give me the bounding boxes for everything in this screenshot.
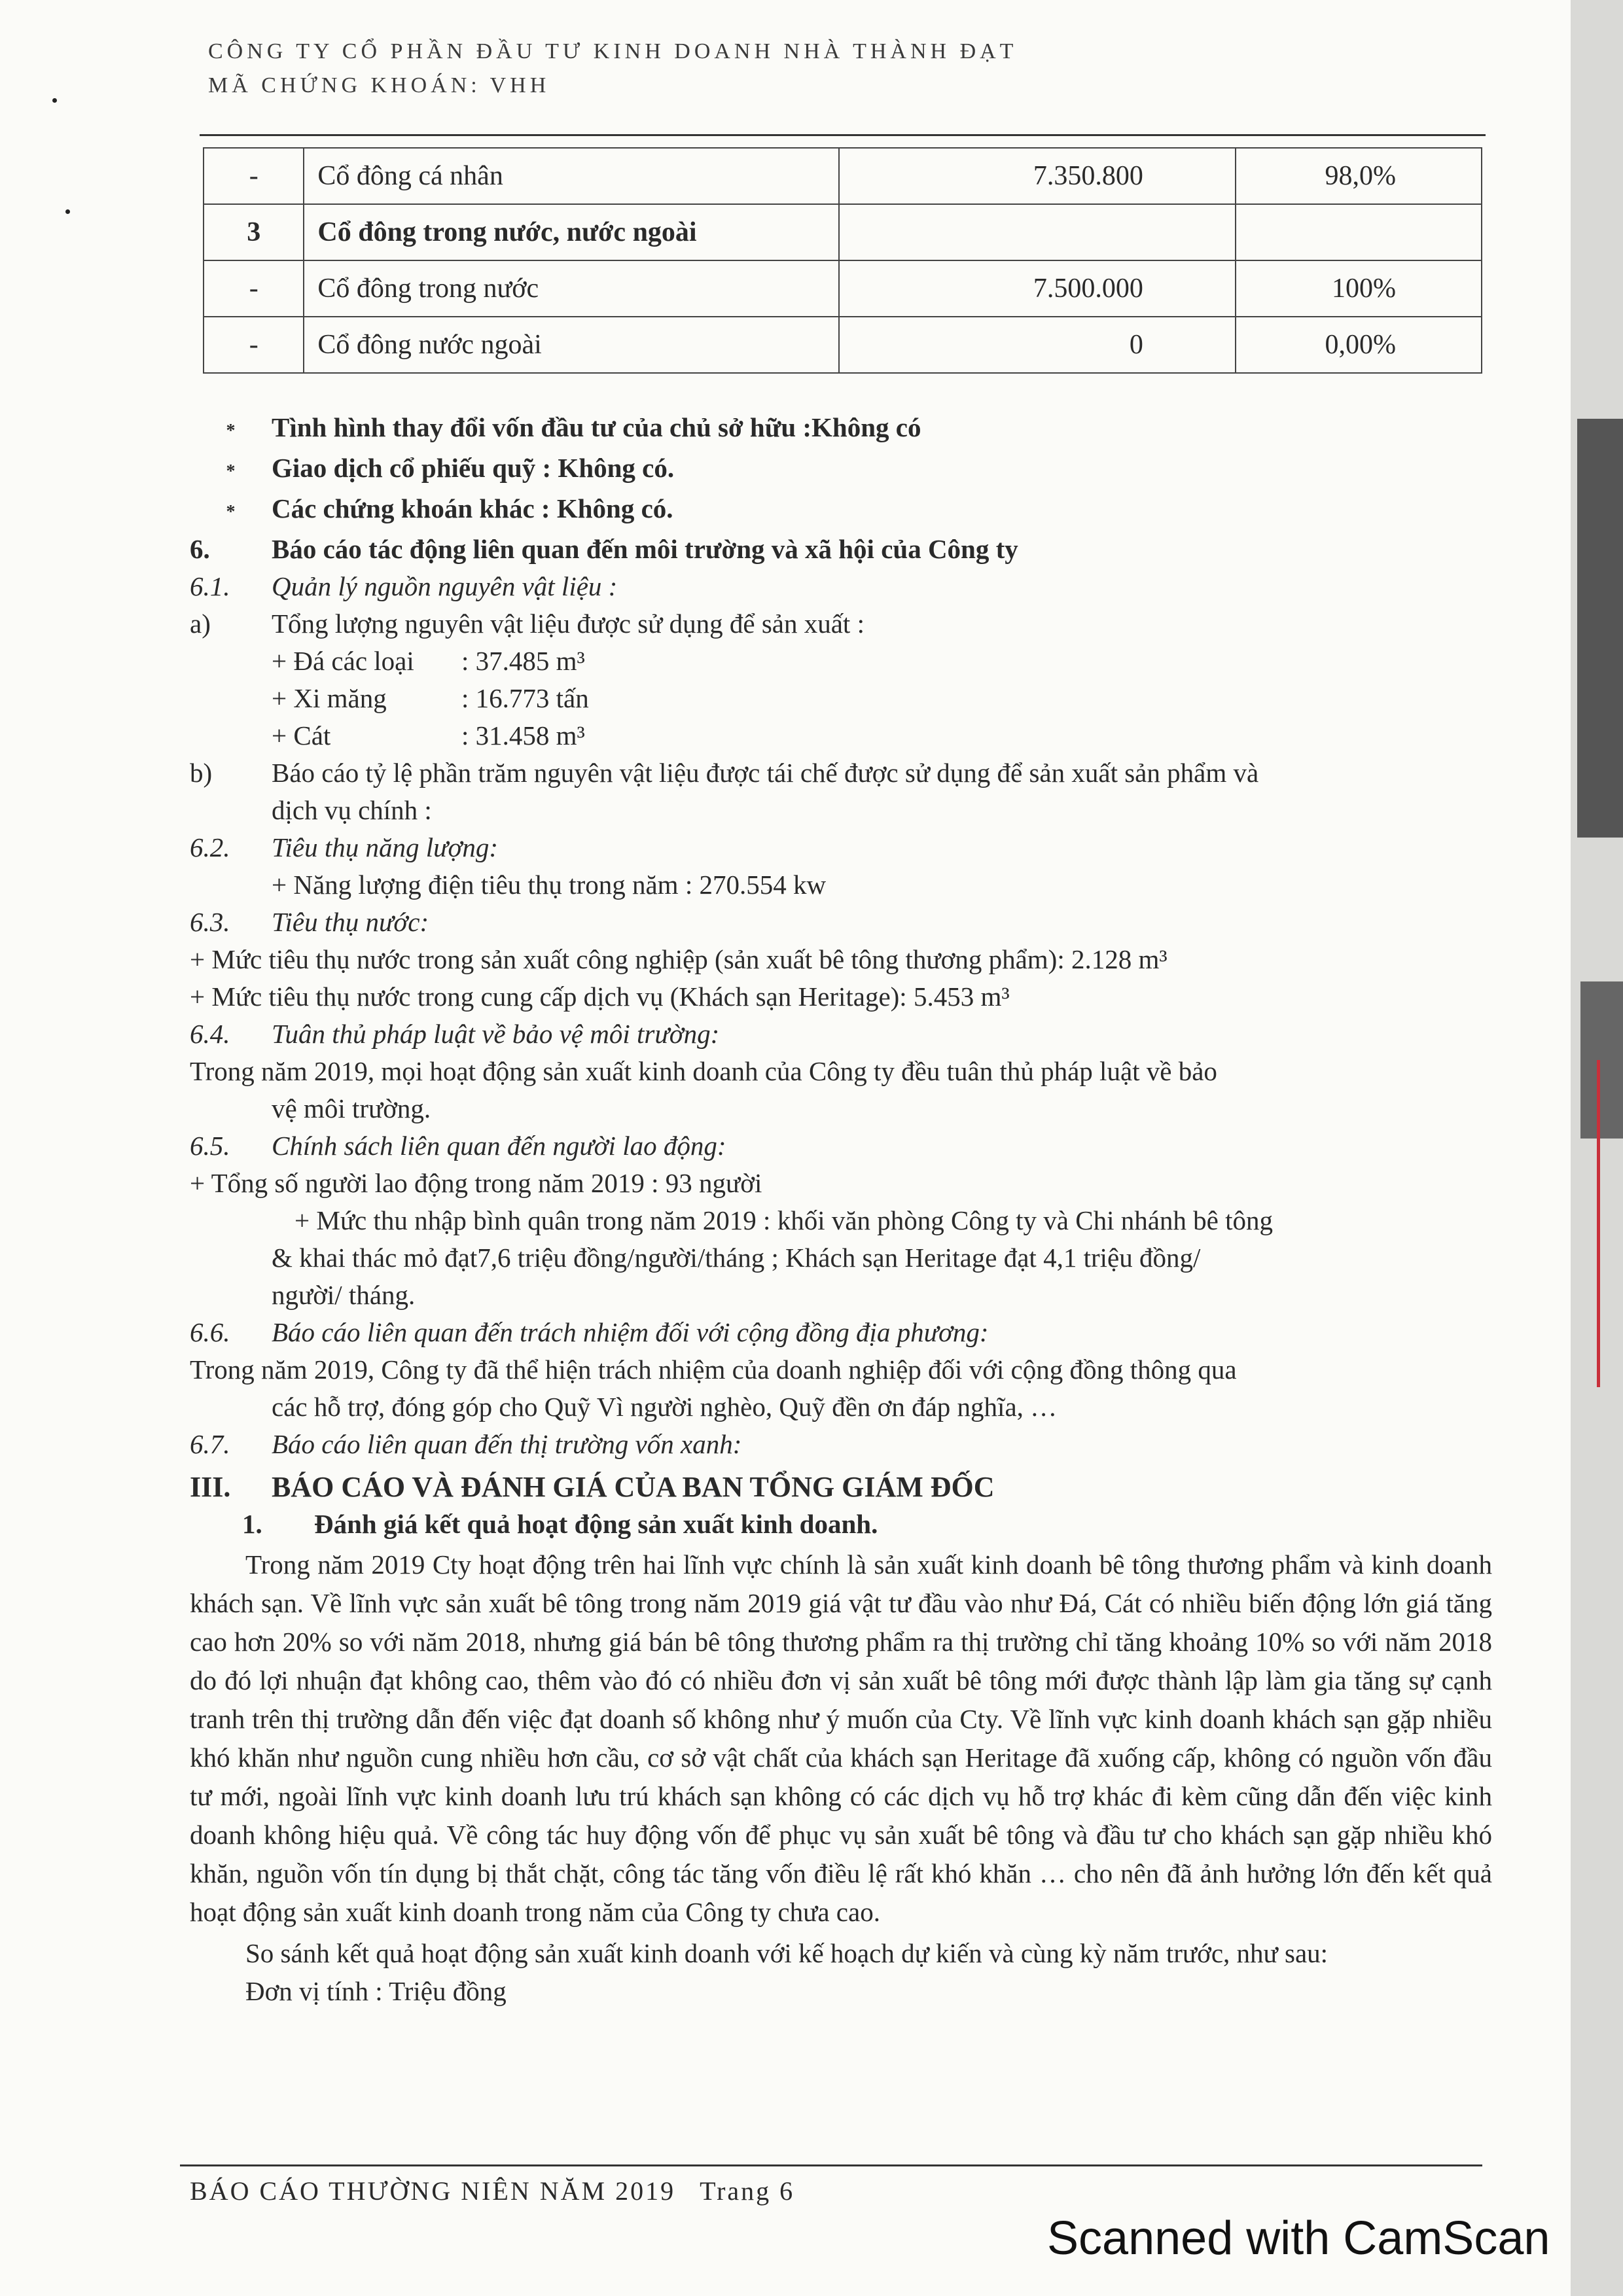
section-title: Báo cáo tác động liên quan đến môi trường và xã hội của Công ty xyxy=(272,534,1018,564)
scanner-watermark: Scanned with CamScan xyxy=(1047,2212,1550,2265)
item-text: Tổng lượng nguyên vật liệu được sử dụng để sản xuất : xyxy=(272,609,865,639)
subsection-1-heading xyxy=(190,1506,1492,1543)
item-b-continued: dịch vụ chính : xyxy=(272,795,432,825)
section-title: Tiêu thụ nước: xyxy=(272,907,429,937)
bullet-mark: * xyxy=(226,461,236,482)
table-cell-ratio: 100% xyxy=(1236,260,1482,317)
table-cell-stt: - xyxy=(204,260,304,317)
section-title: Tuân thủ pháp luật về bảo vệ môi trường: xyxy=(272,1019,720,1049)
material-value: : 31.458 m³ xyxy=(461,720,585,751)
energy-consumption: + Năng lượng điện tiêu thụ trong năm : 270.554 kw xyxy=(272,870,827,900)
table-cell-ratio: 98,0% xyxy=(1236,148,1482,204)
table-cell-shares xyxy=(839,204,1236,260)
section-6-4-heading xyxy=(190,1016,1492,1053)
table-cell-ratio xyxy=(1236,204,1482,260)
section-number: 6.1. xyxy=(190,571,230,601)
page-footer xyxy=(190,2176,794,2206)
bullet-mark: * xyxy=(226,502,236,522)
bullet-capital-change xyxy=(190,409,1492,450)
table-cell-shares: 7.500.000 xyxy=(839,260,1236,317)
shareholder-table xyxy=(203,147,1482,374)
section-number: 6.2. xyxy=(190,832,230,862)
material-row xyxy=(190,717,1492,754)
evaluation-paragraph: Trong năm 2019 Cty hoạt động trên hai lĩnh vực chính là sản xuất kinh doanh bê tông thương phẩm và kinh doanh khách sạn. Về lĩnh vực sản xuất bê tông trong năm 2019 giá vật tư đầu vào như Đá, Cát có nhiều biến động lớn giá tăng cao hơn 20% so với năm 2018, nhưng giá bán bê tông thương phẩm ra thị trường chỉ tăng khoảng 10% so với năm 2018 do đó lợi nhuận đạt không cao, thêm vào đó có nhiều đơn vị sản xuất bê tông mới được thành lập làm gia tăng sự cạnh tranh trên thị trường dẫn đến việc đạt doanh số không như ý muốn của Cty. Về lĩnh vực kinh doanh khách sạn gặp nhiều khó khăn như nguồn cung nhiều hơn cầu, cơ sở vật chất của khách sạn Heritage đã xuống cấp, không có nguồn vốn đầu tư mới, ngoài lĩnh vực kinh doanh lưu trú khách sạn không có các dịch vụ hỗ trợ khác đi kèm cũng dẫn đến việc kinh doanh không hiệu quả. Về công tác huy động vốn để phục vụ sản xuất bê tông và đầu tư cho khách sạn gặp nhiều khó khăn, nguồn vốn tín dụng bị thắt chặt, công tác tăng vốn điều lệ rất khó khăn … cho nên đã ảnh hưởng lớn đến kết quả hoạt động sản xuất kinh doanh trong năm của Công ty chưa cao. xyxy=(190,1549,1492,1927)
item-label: b) xyxy=(190,758,213,788)
bullet-other-securities xyxy=(190,490,1492,531)
item-a xyxy=(190,605,1492,643)
section-III-heading xyxy=(190,1468,1492,1506)
footer-divider xyxy=(180,2164,1482,2166)
section-title: Quản lý nguồn nguyên vật liệu : xyxy=(272,571,618,601)
section-title: Báo cáo liên quan đến thị trường vốn xanh: xyxy=(272,1429,742,1459)
table-cell-stt: 3 xyxy=(204,204,304,260)
table-cell-stt: - xyxy=(204,148,304,204)
unit-label: Đơn vị tính : Triệu đồng xyxy=(245,1976,507,2006)
red-pen-mark xyxy=(1597,1060,1621,1387)
section-6-2-heading xyxy=(190,829,1492,866)
employee-count: + Tổng số người lao động trong năm 2019 : 93 người xyxy=(190,1168,762,1198)
stock-code: MÃ CHỨNG KHOÁN: VHH xyxy=(208,73,550,97)
compliance-text: Trong năm 2019, mọi hoạt động sản xuất kinh doanh của Công ty đều tuân thủ pháp luật về bảo xyxy=(190,1056,1217,1086)
item-b xyxy=(190,754,1492,792)
section-number: 6.6. xyxy=(190,1317,230,1347)
community-text: Trong năm 2019, Công ty đã thể hiện trách nhiệm của doanh nghiệp đối với cộng đồng thông qua xyxy=(190,1354,1237,1385)
document-body xyxy=(190,409,1492,2010)
header-divider xyxy=(200,134,1486,136)
table-row xyxy=(204,317,1482,373)
bullet-text: Giao dịch cổ phiếu quỹ : Không có. xyxy=(272,453,675,483)
section-6-3-heading xyxy=(190,904,1492,941)
section-number: III. xyxy=(190,1471,231,1503)
section-number: 6.7. xyxy=(190,1429,230,1459)
section-6-6-heading xyxy=(190,1314,1492,1351)
table-cell-stt: - xyxy=(204,317,304,373)
table-cell-shares: 7.350.800 xyxy=(839,148,1236,204)
material-row xyxy=(190,643,1492,680)
table-row xyxy=(204,204,1482,260)
section-title: Tiêu thụ năng lượng: xyxy=(272,832,499,862)
item-text: Báo cáo tỷ lệ phần trăm nguyên vật liệu được tái chế được sử dụng để sản xuất sản phẩm và xyxy=(272,758,1259,788)
table-cell-name: Cổ đông cá nhân xyxy=(304,148,839,204)
material-row xyxy=(190,680,1492,717)
item-label: a) xyxy=(190,609,211,639)
section-title: Chính sách liên quan đến người lao động: xyxy=(272,1131,726,1161)
table-cell-ratio: 0,00% xyxy=(1236,317,1482,373)
table-cell-shares: 0 xyxy=(839,317,1236,373)
material-value: : 16.773 tấn xyxy=(461,683,589,713)
material-value: : 37.485 m³ xyxy=(461,646,585,676)
scan-dot xyxy=(65,209,70,214)
income-line-continued: & khai thác mỏ đạt7,6 triệu đồng/người/tháng ; Khách sạn Heritage đạt 4,1 triệu đồng/ xyxy=(272,1243,1201,1273)
income-line: + Mức thu nhập bình quân trong năm 2019 : khối văn phòng Công ty và Chi nhánh bê tông xyxy=(294,1205,1273,1235)
company-name: CÔNG TY CỔ PHẦN ĐẦU TƯ KINH DOANH NHÀ THÀNH ĐẠT xyxy=(208,39,1018,63)
material-name: + Xi măng xyxy=(272,683,387,713)
bullet-mark: * xyxy=(226,421,236,441)
material-name: + Cát xyxy=(272,720,331,751)
section-6-heading xyxy=(190,531,1492,568)
subsection-number: 1. xyxy=(242,1509,262,1539)
community-text-continued: các hỗ trợ, đóng góp cho Quỹ Vì người nghèo, Quỹ đền ơn đáp nghĩa, … xyxy=(272,1392,1058,1422)
section-number: 6.5. xyxy=(190,1131,230,1161)
section-title: Báo cáo liên quan đến trách nhiệm đối với cộng đồng địa phương: xyxy=(272,1317,989,1347)
scan-edge-shadow xyxy=(1577,419,1623,838)
section-6-7-heading xyxy=(190,1426,1492,1463)
table-row xyxy=(204,148,1482,204)
bullet-treasury-shares xyxy=(190,450,1492,490)
section-6-5-heading xyxy=(190,1127,1492,1165)
footer-title: BÁO CÁO THƯỜNG NIÊN NĂM 2019 xyxy=(190,2176,676,2206)
table-cell-name: Cổ đông nước ngoài xyxy=(304,317,839,373)
material-name: + Đá các loại xyxy=(272,646,414,676)
table-cell-name: Cổ đông trong nước xyxy=(304,260,839,317)
water-service: + Mức tiêu thụ nước trong cung cấp dịch vụ (Khách sạn Heritage): 5.453 m³ xyxy=(190,981,1010,1012)
income-line-end: người/ tháng. xyxy=(272,1280,416,1310)
section-title: BÁO CÁO VÀ ĐÁNH GIÁ CỦA BAN TỔNG GIÁM ĐỐC xyxy=(272,1471,995,1503)
compliance-text-continued: vệ môi trường. xyxy=(272,1093,431,1123)
section-number: 6.4. xyxy=(190,1019,230,1049)
page-number: Trang 6 xyxy=(700,2176,795,2206)
subsection-title: Đánh giá kết quả hoạt động sản xuất kinh doanh. xyxy=(314,1509,878,1539)
section-number: 6.3. xyxy=(190,907,230,937)
table-row xyxy=(204,260,1482,317)
bullet-text: Tình hình thay đổi vốn đầu tư của chủ sở hữu :Không có xyxy=(272,412,921,442)
section-number: 6. xyxy=(190,534,210,564)
water-industrial: + Mức tiêu thụ nước trong sản xuất công nghiệp (sản xuất bê tông thương phẩm): 2.128 m³ xyxy=(190,944,1168,974)
section-6-1-heading xyxy=(190,568,1492,605)
bullet-text: Các chứng khoán khác : Không có. xyxy=(272,493,673,523)
page-header xyxy=(208,39,1491,98)
scan-dot xyxy=(52,98,57,103)
table-cell-name: Cổ đông trong nước, nước ngoài xyxy=(304,204,839,260)
comparison-text: So sánh kết quả hoạt động sản xuất kinh doanh với kế hoạch dự kiến và cùng kỳ năm trước, như sau: xyxy=(245,1938,1329,1968)
